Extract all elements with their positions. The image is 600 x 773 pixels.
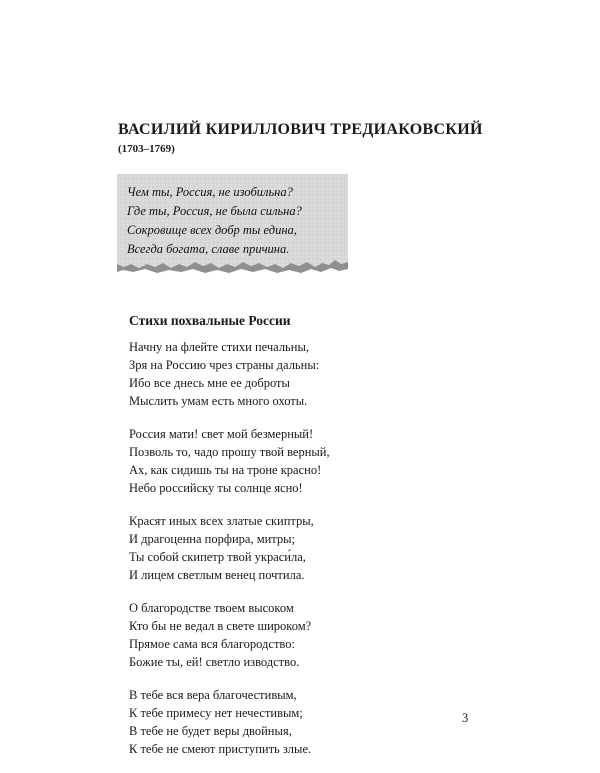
poem-line: Красят иных всех златые скиптры,: [129, 514, 314, 528]
poem-line: Мыслить умам есть много охоты.: [129, 394, 308, 408]
author-name: ВАСИЛИЙ КИРИЛЛОВИЧ ТРЕДИАКОВСКИЙ: [118, 121, 483, 138]
epigraph-line: Всегда богата, славе причина.: [127, 242, 290, 256]
poem-line: И драгоценна порфира, митры;: [129, 532, 296, 546]
poem-line: Начну на флейте стихи печальны,: [129, 340, 309, 354]
poem-line: Кто бы не ведал в свете широком?: [129, 619, 312, 633]
poem-line: Позволь то, чадо прошу твой верный,: [129, 445, 330, 459]
poem-line: И лицем светлым венец почтила.: [129, 568, 305, 582]
poem-line: В тебе вся вера благочестивым,: [129, 688, 297, 702]
poem-line: В тебе не будет веры двойныя,: [129, 724, 292, 738]
poem-line: Небо российску ты солнце ясно!: [129, 481, 303, 495]
poem-title: Стихи похвальные России: [129, 313, 291, 328]
epigraph-line: Чем ты, Россия, не изобильна?: [127, 185, 293, 199]
stanza-2: [129, 425, 330, 497]
poem-line: К тебе примесу нет нечестивым;: [129, 706, 303, 720]
poem-body: [129, 338, 330, 773]
poem-line: Божие ты, ей! светло изводство.: [129, 655, 300, 669]
poem-line: Прямое сама вся благородство:: [129, 637, 295, 651]
poem-line: Зря на Россию чрез страны дальны:: [129, 358, 320, 372]
poem-line: К тебе не смеют приступить злые.: [129, 742, 312, 756]
epigraph-box: [117, 174, 348, 276]
epigraph-line: Сокровище всех добр ты едина,: [127, 223, 297, 237]
author-years: (1703–1769): [118, 143, 175, 155]
poem-line: Россия мати! свет мой безмерный!: [129, 427, 314, 441]
stanza-3: [129, 512, 330, 584]
epigraph-line: Где ты, Россия, не была сильна?: [127, 204, 302, 218]
poem-line: Ты собой скипетр твой украси́ла,: [129, 550, 306, 564]
stanza-1: [129, 338, 330, 410]
epigraph-lines: [127, 183, 302, 259]
stanza-4: [129, 599, 330, 671]
poem-line: Ибо все днесь мне ее доброты: [129, 376, 290, 390]
poem-line: Ах, как сидишь ты на троне красно!: [129, 463, 322, 477]
stanza-5: [129, 686, 330, 758]
page-number: 3: [462, 711, 469, 725]
poem-line: О благородстве твоем высоком: [129, 601, 294, 615]
